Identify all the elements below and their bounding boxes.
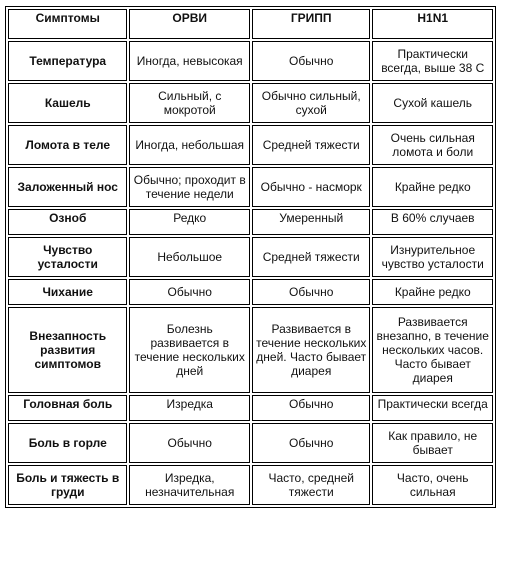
flu-cell: Обычно - насморк — [252, 167, 370, 207]
symptom-name: Чихание — [8, 279, 127, 305]
orvi-cell: Обычно; проходит в течение недели — [129, 167, 250, 207]
table-row — [8, 41, 493, 81]
table-row — [8, 395, 493, 421]
orvi-cell: Изредка — [129, 395, 250, 421]
flu-cell: Умеренный — [252, 209, 370, 235]
flu-cell: Обычно — [252, 41, 370, 81]
table-row — [8, 279, 493, 305]
table-row — [8, 83, 493, 123]
table-row — [8, 209, 493, 235]
h1n1-cell: Изнурительное чувство усталости — [372, 237, 493, 277]
symptom-name: Боль и тяжесть в груди — [8, 465, 127, 505]
h1n1-cell: Как правило, не бывает — [372, 423, 493, 463]
symptom-name: Внезапность развития симптомов — [8, 307, 127, 393]
h1n1-cell: В 60% случаев — [372, 209, 493, 235]
table-row — [8, 167, 493, 207]
h1n1-cell: Крайне редко — [372, 167, 493, 207]
orvi-cell: Небольшое — [129, 237, 250, 277]
symptom-name: Температура — [8, 41, 127, 81]
flu-cell: Средней тяжести — [252, 125, 370, 165]
orvi-cell: Иногда, небольшая — [129, 125, 250, 165]
table-row — [8, 237, 493, 277]
orvi-cell: Сильный, с мокротой — [129, 83, 250, 123]
orvi-cell: Изредка, незначительная — [129, 465, 250, 505]
h1n1-cell: Развивается внезапно, в течение нескольких часов. Часто бывает диарея — [372, 307, 493, 393]
orvi-cell: Редко — [129, 209, 250, 235]
symptom-name: Заложенный нос — [8, 167, 127, 207]
h1n1-cell: Крайне редко — [372, 279, 493, 305]
orvi-cell: Обычно — [129, 279, 250, 305]
h1n1-cell: Сухой кашель — [372, 83, 493, 123]
symptom-name: Озноб — [8, 209, 127, 235]
header-flu: ГРИПП — [252, 9, 370, 39]
flu-cell: Средней тяжести — [252, 237, 370, 277]
h1n1-cell: Практически всегда, выше 38 С — [372, 41, 493, 81]
h1n1-cell: Очень сильная ломота и боли — [372, 125, 493, 165]
symptom-name: Головная боль — [8, 395, 127, 421]
header-orvi: ОРВИ — [129, 9, 250, 39]
orvi-cell: Болезнь развивается в течение нескольких дней — [129, 307, 250, 393]
header-symptoms: Симптомы — [8, 9, 127, 39]
table-row — [8, 307, 493, 393]
symptom-name: Кашель — [8, 83, 127, 123]
symptom-name: Боль в горле — [8, 423, 127, 463]
flu-cell: Часто, средней тяжести — [252, 465, 370, 505]
table-row — [8, 465, 493, 505]
header-row — [8, 9, 493, 39]
h1n1-cell: Практически всегда — [372, 395, 493, 421]
header-h1n1: H1N1 — [372, 9, 493, 39]
orvi-cell: Иногда, невысокая — [129, 41, 250, 81]
symptom-name: Ломота в теле — [8, 125, 127, 165]
symptoms-comparison-table — [5, 6, 496, 508]
table-row — [8, 125, 493, 165]
flu-cell: Обычно — [252, 395, 370, 421]
flu-cell: Развивается в течение нескольких дней. Часто бывает диарея — [252, 307, 370, 393]
h1n1-cell: Часто, очень сильная — [372, 465, 493, 505]
orvi-cell: Обычно — [129, 423, 250, 463]
table-row — [8, 423, 493, 463]
symptom-name: Чувство усталости — [8, 237, 127, 277]
flu-cell: Обычно сильный, сухой — [252, 83, 370, 123]
flu-cell: Обычно — [252, 279, 370, 305]
flu-cell: Обычно — [252, 423, 370, 463]
